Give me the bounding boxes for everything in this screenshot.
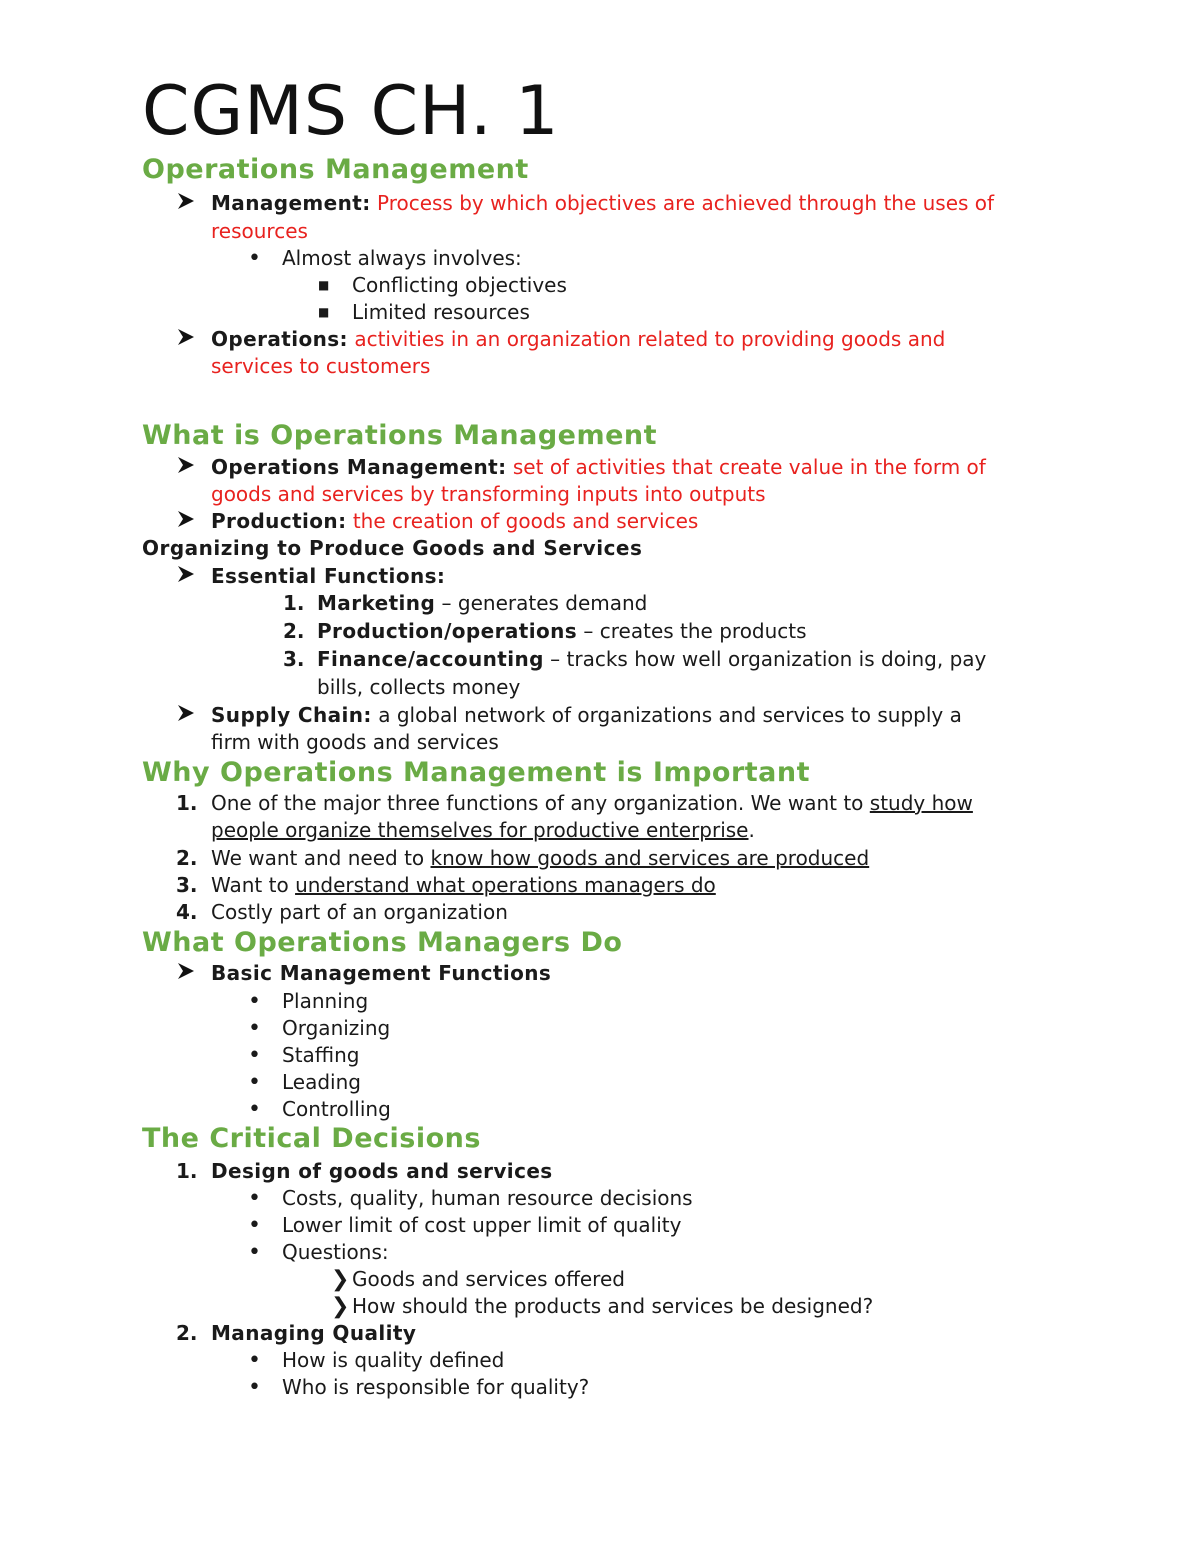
why-item-2: We want and need to know how goods and services are produced (211, 846, 870, 870)
bullet-icon: • (248, 1016, 261, 1041)
om-definition (211, 454, 986, 481)
decision-design-item: Lower limit of cost upper limit of quality (282, 1213, 682, 1237)
arrowhead-bullet-icon (176, 455, 196, 475)
decision-design-term: Design of goods and services (211, 1159, 553, 1183)
square-bullet-icon: ■ (318, 278, 330, 292)
list-number: 1. (176, 1159, 198, 1183)
production-term: Production: (211, 509, 347, 533)
operations-def: activities in an organization related to providing goods and (354, 327, 946, 351)
function-list-item: Planning (282, 989, 369, 1013)
bullet-icon: • (248, 1043, 261, 1068)
question-item: Goods and services offered (352, 1267, 625, 1291)
bullet-icon: • (248, 1348, 261, 1373)
management-def: Process by which objectives are achieved through the uses of (376, 191, 995, 215)
function-item-marketing: Marketing – generates demand (317, 591, 648, 615)
supply-chain-def-cont: firm with goods and services (211, 730, 499, 754)
function-item-finance: Finance/accounting – tracks how well organization is doing, pay (317, 647, 987, 671)
involves-item: Conflicting objectives (352, 273, 567, 297)
management-def-cont: resources (211, 219, 308, 243)
supply-chain-definition: Supply Chain: a global network of organizations and services to supply a (211, 703, 962, 727)
section-heading-critical-decisions: The Critical Decisions (142, 1123, 481, 1154)
operations-term: Operations: (211, 327, 348, 351)
basic-functions-term: Basic Management Functions (211, 961, 552, 985)
decision-design-item: Questions: (282, 1240, 389, 1264)
production-definition (211, 508, 698, 535)
decision-design-item: Costs, quality, human resource decisions (282, 1186, 693, 1210)
section-heading-what-is-om: What is Operations Management (142, 420, 658, 451)
essential-functions-term: Essential Functions: (211, 564, 446, 588)
om-def-cont: goods and services by transforming inputs into outputs (211, 482, 766, 506)
operations-definition (211, 326, 945, 353)
bullet-icon: • (248, 246, 261, 271)
function-item-production: Production/operations – creates the products (317, 619, 807, 643)
chevron-bullet-icon: ❯ (331, 1267, 350, 1292)
list-number: 4. (176, 900, 198, 924)
why-item-3: Want to understand what operations managers do (211, 873, 716, 897)
function-list-item: Leading (282, 1070, 361, 1094)
om-term: Operations Management: (211, 455, 507, 479)
list-number: 1. (283, 591, 305, 615)
bullet-icon: • (248, 1213, 261, 1238)
decision-quality-term: Managing Quality (211, 1321, 417, 1345)
list-number: 1. (176, 791, 198, 815)
bullet-icon: • (248, 1375, 261, 1400)
list-number: 3. (283, 647, 305, 671)
om-def: set of activities that create value in the form of (512, 455, 986, 479)
why-item-1: One of the major three functions of any organization. We want to study how (211, 791, 973, 815)
section-heading-operations-management: Operations Management (142, 154, 529, 185)
arrowhead-bullet-icon (176, 961, 196, 981)
function-list-item: Staffing (282, 1043, 360, 1067)
why-item-1-cont: people organize themselves for productive enterprise. (211, 818, 755, 842)
bullet-icon: • (248, 1070, 261, 1095)
section-heading-what-managers-do: What Operations Managers Do (142, 927, 623, 958)
function-list-item: Organizing (282, 1016, 391, 1040)
decision-quality-item: How is quality defined (282, 1348, 505, 1372)
document-title: CGMS CH. 1 (142, 72, 560, 151)
bullet-icon: • (248, 989, 261, 1014)
management-definition (211, 190, 994, 217)
arrowhead-bullet-icon (176, 703, 196, 723)
arrowhead-bullet-icon (176, 564, 196, 584)
question-item: How should the products and services be designed? (352, 1294, 874, 1318)
subheading-organizing: Organizing to Produce Goods and Services (142, 536, 643, 560)
function-item-finance-cont: bills, collects money (317, 675, 521, 699)
arrowhead-bullet-icon (176, 327, 196, 347)
chevron-bullet-icon: ❯ (331, 1294, 350, 1319)
function-list-item: Controlling (282, 1097, 391, 1121)
management-term: Management: (211, 191, 371, 215)
decision-quality-item: Who is responsible for quality? (282, 1375, 590, 1399)
why-item-4: Costly part of an organization (211, 900, 508, 924)
production-def: the creation of goods and services (352, 509, 699, 533)
arrowhead-bullet-icon (176, 509, 196, 529)
operations-def-cont: services to customers (211, 354, 431, 378)
bullet-icon: • (248, 1186, 261, 1211)
involves-text: Almost always involves: (282, 246, 522, 270)
square-bullet-icon: ■ (318, 305, 330, 319)
section-heading-why-om: Why Operations Management is Important (142, 757, 811, 788)
bullet-icon: • (248, 1097, 261, 1122)
supply-chain-term: Supply Chain: (211, 703, 372, 727)
bullet-icon: • (248, 1240, 261, 1265)
list-number: 2. (176, 846, 198, 870)
list-number: 2. (283, 619, 305, 643)
arrowhead-bullet-icon (176, 191, 196, 211)
list-number: 2. (176, 1321, 198, 1345)
involves-item: Limited resources (352, 300, 530, 324)
list-number: 3. (176, 873, 198, 897)
